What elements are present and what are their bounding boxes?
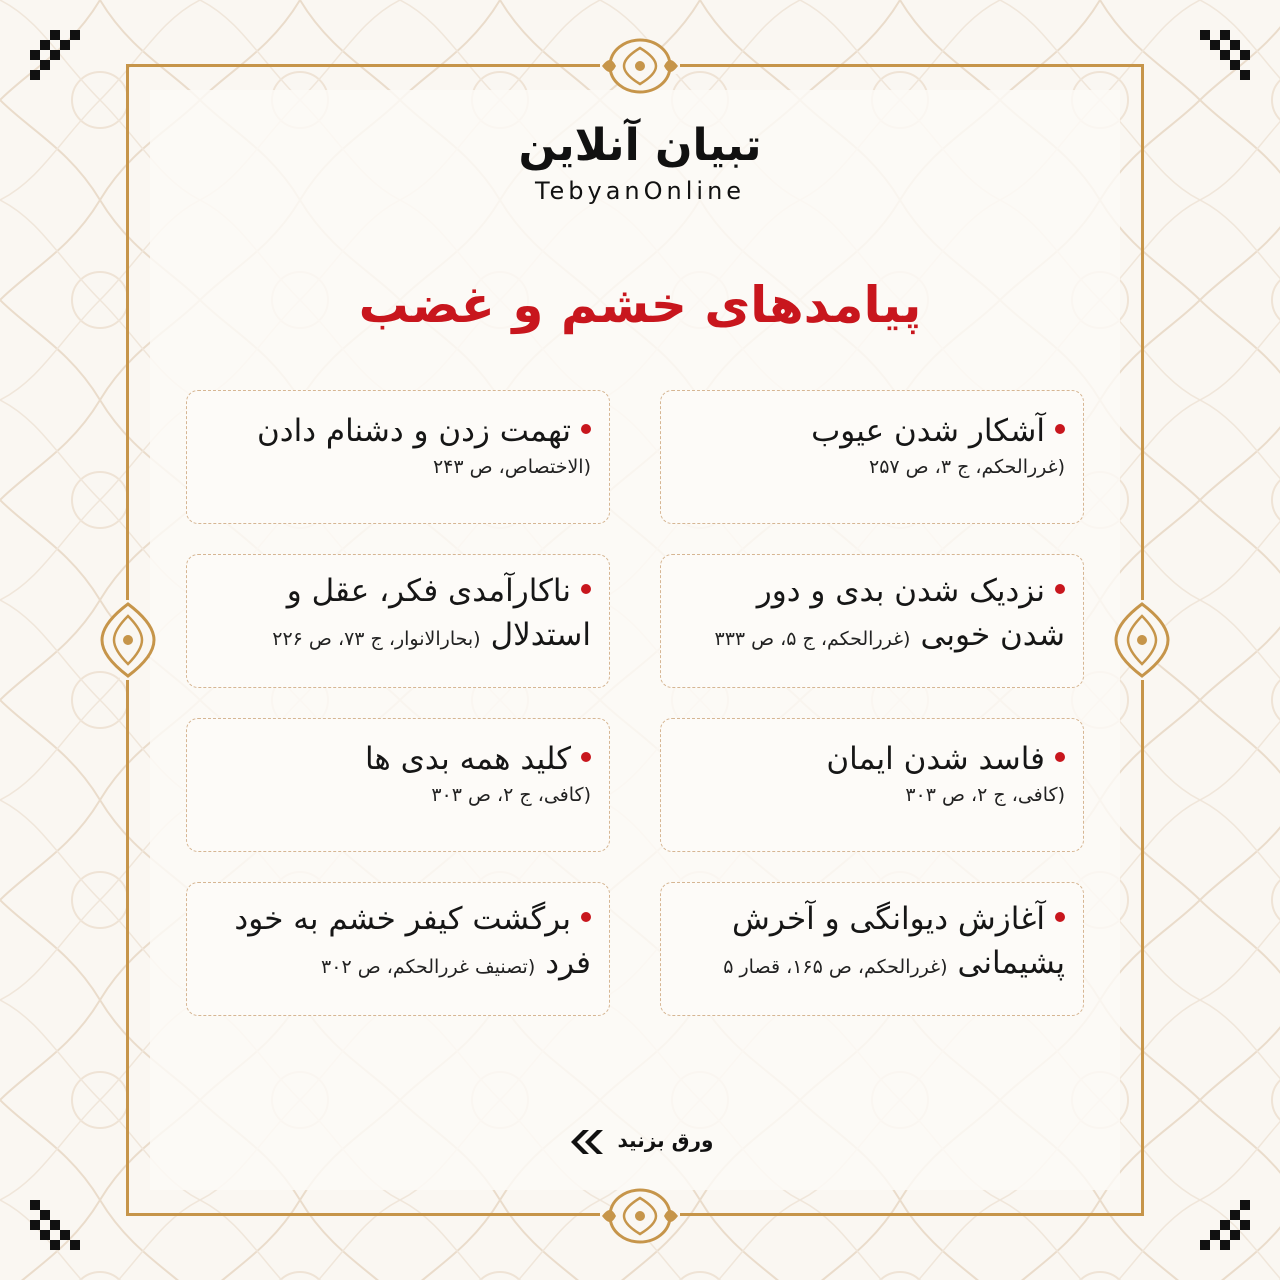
corner-decoration-icon xyxy=(30,30,80,80)
card-text-continued: استدلال xyxy=(490,617,591,653)
card-text: تهمت زدن و دشنام دادن xyxy=(257,413,571,449)
double-chevron-left-icon xyxy=(567,1128,603,1156)
bullet-dot-icon xyxy=(581,912,591,922)
card-text: کلید همه بدی ها xyxy=(364,741,571,777)
brand-logo xyxy=(440,118,840,206)
card-source: (غررالحکم، ص ۱۶۵، قصار ۵ xyxy=(723,956,948,978)
card-source: (کافی، ج ۲، ص ۳۰۳ xyxy=(431,784,591,806)
card-text: نزدیک شدن بدی و دور xyxy=(756,573,1045,609)
consequence-card xyxy=(660,554,1084,688)
card-source: (غررالحکم، ج ۳، ص ۲۵۷ xyxy=(869,456,1065,478)
card-text: فاسد شدن ایمان xyxy=(826,741,1045,777)
bullet-dot-icon xyxy=(581,584,591,594)
bottom-ornament-icon xyxy=(600,1186,680,1246)
card-source: (کافی، ج ۲، ص ۳۰۳ xyxy=(905,784,1065,806)
bullet-dot-icon xyxy=(1055,424,1065,434)
card-text-continued: پشیمانی xyxy=(957,945,1065,981)
bullet-dot-icon xyxy=(1055,912,1065,922)
card-text-continued: فرد xyxy=(545,945,591,981)
brand-name-en: TebyanOnline xyxy=(534,177,746,205)
corner-decoration-icon xyxy=(1200,1200,1250,1250)
card-text: آغازش دیوانگی و آخرش xyxy=(732,901,1045,937)
brand-name-fa: تبیان آنلاین xyxy=(518,120,762,171)
consequence-card xyxy=(186,390,610,524)
card-source: (بحارالانوار، ج ۷۳، ص ۲۲۶ xyxy=(272,628,481,650)
bullet-dot-icon xyxy=(1055,584,1065,594)
consequence-card xyxy=(660,718,1084,852)
top-ornament-icon xyxy=(600,36,680,96)
card-source: (الاختصاص، ص ۲۴۳ xyxy=(432,456,591,478)
card-source: (غررالحکم، ج ۵، ص ۳۳۳ xyxy=(714,628,911,650)
consequence-card xyxy=(660,882,1084,1016)
swipe-label: ورق بزنید xyxy=(617,1128,714,1152)
swipe-hint[interactable] xyxy=(540,1120,740,1160)
bullet-dot-icon xyxy=(1055,752,1065,762)
card-text: آشکار شدن عیوب xyxy=(811,413,1045,449)
consequence-card xyxy=(186,882,610,1016)
corner-decoration-icon xyxy=(1200,30,1250,80)
card-source: (تصنیف غررالحکم، ص ۳۰۲ xyxy=(321,956,536,978)
consequence-card xyxy=(186,718,610,852)
consequence-card xyxy=(186,554,610,688)
left-ornament-icon xyxy=(98,600,158,680)
bullet-dot-icon xyxy=(581,752,591,762)
card-text: برگشت کیفر خشم به خود xyxy=(234,901,571,937)
page-title: پیامدهای خشم و غضب xyxy=(358,276,922,334)
card-text-continued: شدن خوبی xyxy=(920,617,1065,653)
right-ornament-icon xyxy=(1112,600,1172,680)
consequence-card xyxy=(660,390,1084,524)
card-text: ناکارآمدی فکر، عقل و xyxy=(286,573,571,609)
corner-decoration-icon xyxy=(30,1200,80,1250)
bullet-dot-icon xyxy=(581,424,591,434)
